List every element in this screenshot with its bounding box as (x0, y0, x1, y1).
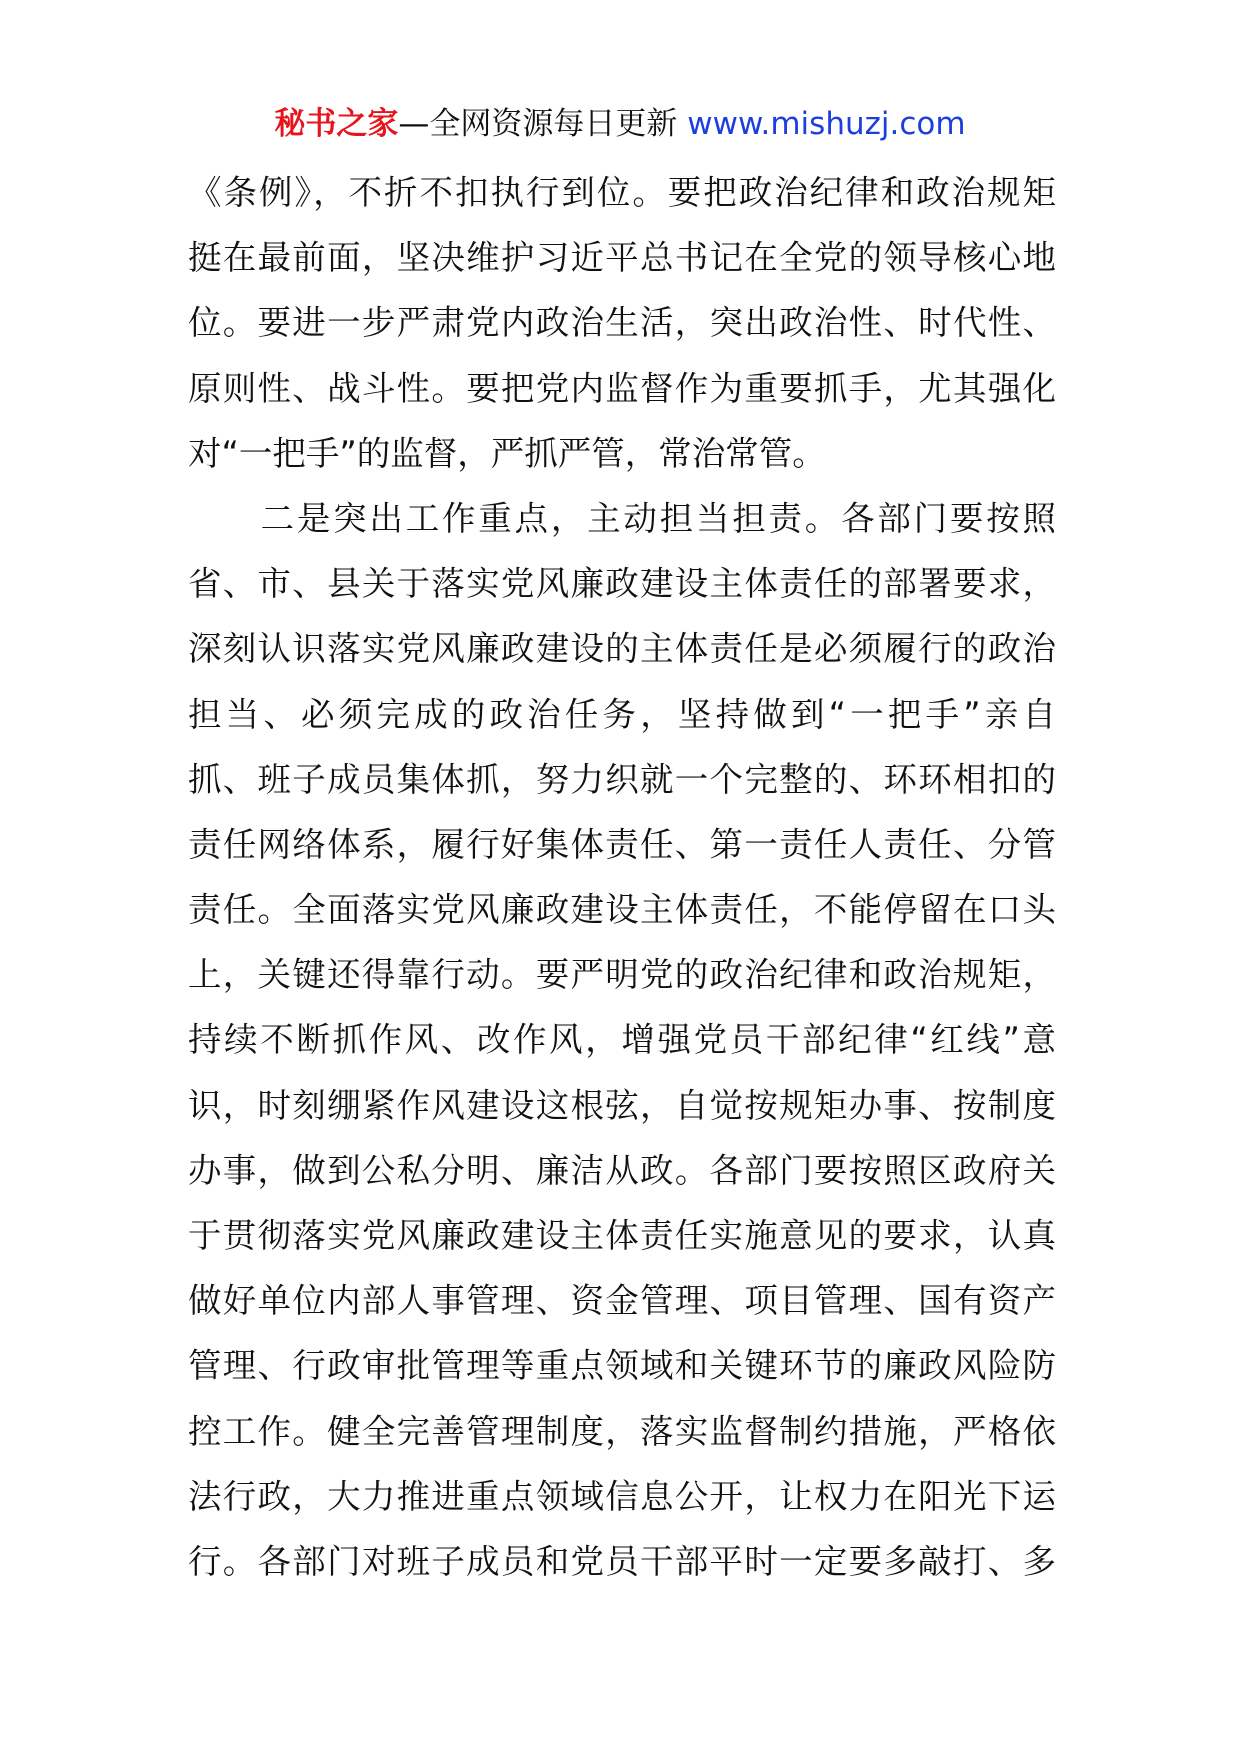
text-line: 办事，做到公私分明、廉洁从政。各部门要按照区政府关 (188, 1150, 1056, 1190)
text-line: 做好单位内部人事管理、资金管理、项目管理、国有资产 (188, 1281, 1056, 1321)
text-line: 识，时刻绷紧作风建设这根弦，自觉按规矩办事、按制度 (188, 1085, 1056, 1125)
header-slogan: —全网资源每日更新 (398, 106, 678, 142)
text-line: 对“一把手”的监督，严抓严管，常治常管。 (188, 433, 826, 473)
text-line: 挺在最前面，坚决维护习近平总书记在全党的领导核心地 (188, 238, 1056, 278)
text-line: 抓、班子成员集体抓，努力织就一个完整的、环环相扣的 (188, 759, 1056, 799)
text-line: 上，关键还得靠行动。要严明党的政治纪律和政治规矩， (188, 955, 1056, 995)
text-line: 行。各部门对班子成员和党员干部平时一定要多敲打、多 (188, 1541, 1056, 1581)
text-line: 管理、行政审批管理等重点领域和关键环节的廉政风险防 (188, 1346, 1056, 1386)
text-line: 省、市、县关于落实党风廉政建设主体责任的部署要求， (188, 564, 1056, 604)
document-body (188, 160, 1056, 1594)
text-line: 责任网络体系，履行好集体责任、第一责任人责任、分管 (188, 824, 1056, 864)
page-header (0, 100, 1240, 148)
text-line: 控工作。健全完善管理制度，落实监督制约措施，严格依 (188, 1411, 1056, 1451)
header-brand: 秘书之家 (274, 106, 399, 142)
text-line: 法行政，大力推进重点领域信息公开，让权力在阳光下运 (188, 1476, 1056, 1516)
header-url-link[interactable]: www.mishuzj.com (687, 106, 966, 142)
text-line: 原则性、战斗性。要把党内监督作为重要抓手，尤其强化 (188, 368, 1056, 408)
text-line: 二是突出工作重点，主动担当担责。各部门要按照 (188, 498, 1056, 538)
text-line: 担当、必须完成的政治任务，坚持做到“一把手”亲自 (188, 694, 1056, 734)
text-line: 深刻认识落实党风廉政建设的主体责任是必须履行的政治 (188, 629, 1056, 669)
text-line: 位。要进一步严肃党内政治生活，突出政治性、时代性、 (188, 303, 1056, 343)
text-line: 于贯彻落实党风廉政建设主体责任实施意见的要求，认真 (188, 1216, 1056, 1255)
text-line: 持续不断抓作风、改作风，增强党员干部纪律“红线”意 (188, 1020, 1056, 1060)
text-line: 《条例》，不折不扣执行到位。要把政治纪律和政治规矩 (188, 173, 1056, 212)
text-line: 责任。全面落实党风廉政建设主体责任，不能停留在口头 (188, 890, 1056, 930)
